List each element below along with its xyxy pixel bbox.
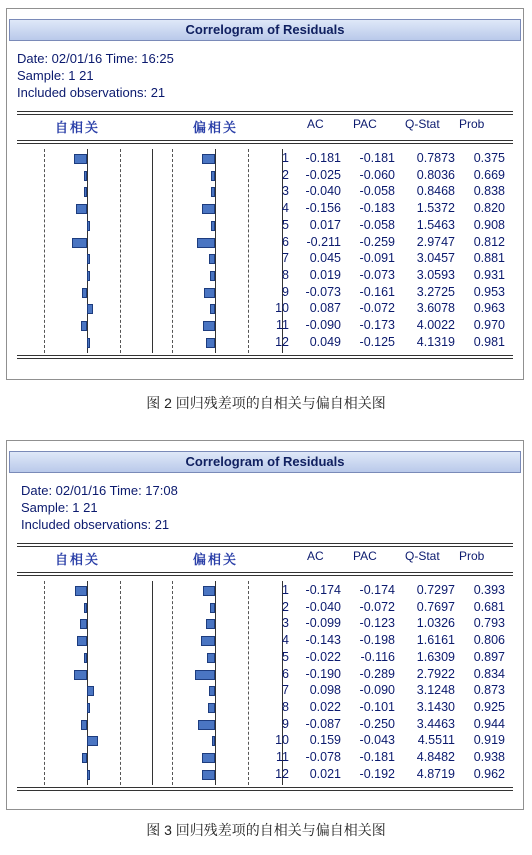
table-rule	[17, 575, 513, 576]
prob-value: 0.925	[473, 699, 505, 714]
ac-bar	[87, 338, 90, 348]
pac-confidence-bound	[172, 149, 173, 353]
pac-bar	[203, 321, 215, 331]
pac-value: -0.058	[359, 217, 395, 232]
pac-bar	[202, 753, 215, 763]
ac-bar	[84, 187, 87, 197]
pac-value: -0.072	[359, 301, 395, 316]
correlogram-panel	[6, 8, 524, 380]
pac-zero-axis	[215, 581, 216, 785]
lag-value: 4	[282, 201, 289, 216]
pac-value: -0.123	[359, 616, 395, 631]
qstat-value: 4.8482	[416, 750, 455, 764]
sample-line: Sample: 1 21	[17, 68, 94, 83]
prob-value: 0.962	[473, 766, 505, 781]
qstat-value: 2.9747	[416, 234, 455, 249]
column-separator	[152, 149, 153, 353]
lag-value: 8	[282, 267, 289, 282]
lag-value: 10	[275, 301, 289, 316]
table-bottom-rule	[17, 358, 513, 359]
lag-value: 6	[282, 234, 289, 249]
lag-value: 1	[282, 151, 289, 165]
prob-value: 0.938	[473, 750, 505, 764]
ac-value: 0.045	[309, 251, 341, 266]
date-time-line: Date: 02/01/16 Time: 17:08	[21, 483, 178, 498]
ac-confidence-bound	[120, 581, 121, 785]
pac-value: -0.192	[359, 766, 395, 781]
pac-bar	[211, 171, 215, 181]
ac-value: -0.143	[305, 633, 341, 648]
ac-bar	[82, 753, 87, 763]
pac-header: PAC	[353, 549, 377, 563]
pac-bar	[206, 338, 215, 348]
prob-value: 0.669	[473, 167, 505, 182]
qstat-value: 3.6078	[416, 301, 455, 316]
ac-bar	[87, 254, 90, 264]
ac-bar	[81, 720, 87, 730]
date-time-line: Date: 02/01/16 Time: 16:25	[17, 51, 174, 66]
qstat-value: 1.0326	[416, 616, 455, 631]
pac-bar	[195, 670, 215, 680]
ac-header: AC	[307, 117, 324, 131]
lag-value: 2	[282, 599, 289, 614]
header-rule	[17, 543, 513, 544]
ac-value: -0.040	[305, 184, 341, 199]
pac-bar	[209, 254, 215, 264]
prob-value: 0.981	[473, 334, 505, 349]
lag-value: 7	[282, 683, 289, 698]
lag-value: 9	[282, 284, 289, 299]
prob-value: 0.681	[473, 599, 505, 614]
pac-bar	[201, 636, 215, 646]
ac-bar	[77, 636, 87, 646]
ac-value: -0.087	[305, 716, 341, 731]
pac-confidence-bound	[248, 581, 249, 785]
pac-bar	[209, 686, 215, 696]
prob-value: 0.931	[473, 267, 505, 282]
prob-value: 0.812	[473, 234, 505, 249]
ac-value: -0.078	[305, 750, 341, 764]
pac-value: -0.181	[359, 750, 395, 764]
pac-value: -0.116	[360, 649, 395, 664]
pac-bar	[202, 770, 215, 780]
qstat-value: 3.0593	[416, 267, 455, 282]
lag-value: 5	[282, 649, 289, 664]
ac-bar	[84, 603, 87, 613]
prob-value: 0.793	[473, 616, 505, 631]
qstat-value: 4.1319	[416, 334, 455, 349]
ac-bar	[87, 304, 93, 314]
qstat-value: 2.7922	[416, 666, 455, 681]
pac-confidence-bound	[172, 581, 173, 785]
qstat-value: 4.0022	[416, 318, 455, 332]
pac-bar	[211, 221, 215, 231]
pac-bar	[204, 288, 215, 298]
ac-value: 0.022	[309, 699, 341, 714]
pac-value: -0.174	[359, 583, 395, 597]
panel-title: Correlogram of Residuals	[9, 451, 521, 473]
ac-bar	[80, 619, 87, 629]
ac-value: -0.190	[305, 666, 341, 681]
ac-bar	[74, 670, 87, 680]
pac-value: -0.058	[359, 184, 395, 199]
ac-zero-axis	[87, 581, 88, 785]
ac-value: 0.019	[309, 267, 341, 282]
table-rule	[17, 140, 513, 141]
prob-value: 0.838	[473, 184, 505, 199]
pac-value: -0.090	[359, 683, 395, 698]
lag-value: 7	[282, 251, 289, 266]
prob-value: 0.944	[473, 716, 505, 731]
ac-bar	[87, 686, 94, 696]
pac-value: -0.250	[359, 716, 395, 731]
table-bottom-rule	[17, 787, 513, 788]
pac-bar	[206, 619, 215, 629]
observations-line: Included observations: 21	[17, 85, 166, 100]
ac-value: 0.049	[309, 334, 341, 349]
ac-bar	[81, 321, 87, 331]
prob-value: 0.375	[473, 151, 505, 165]
qstat-value: 1.6309	[416, 649, 455, 664]
column-separator	[152, 581, 153, 785]
prob-value: 0.806	[473, 633, 505, 648]
qstat-value: 3.4463	[416, 716, 455, 731]
partial-correlation-header: 偏相关	[193, 120, 239, 135]
qstat-value: 4.8719	[416, 766, 455, 781]
ac-confidence-bound	[120, 149, 121, 353]
table-bottom-rule	[17, 790, 513, 791]
ac-confidence-bound	[44, 149, 45, 353]
pac-bar	[208, 703, 215, 713]
pac-bar	[207, 653, 215, 663]
lag-value: 11	[276, 318, 289, 332]
ac-bar	[75, 586, 87, 596]
figure-caption: 图 3 回归残差项的自相关与偏自相关图	[146, 822, 386, 838]
ac-value: 0.087	[309, 301, 341, 316]
qstat-value: 3.1248	[416, 683, 455, 698]
pac-zero-axis	[215, 149, 216, 353]
pac-bar	[202, 154, 215, 164]
prob-header: Prob	[459, 117, 485, 131]
sample-line: Sample: 1 21	[21, 500, 98, 515]
ac-bar	[87, 770, 90, 780]
figure-caption: 图 2 回归残差项的自相关与偏自相关图	[146, 395, 386, 411]
qstat-value: 3.2725	[416, 284, 455, 299]
partial-correlation-header: 偏相关	[193, 552, 239, 567]
pac-value: -0.060	[359, 167, 395, 182]
ac-value: -0.022	[305, 649, 341, 664]
pac-value: -0.125	[359, 334, 395, 349]
ac-bar	[87, 736, 98, 746]
ac-bar	[87, 271, 90, 281]
ac-confidence-bound	[44, 581, 45, 785]
ac-value: -0.025	[305, 167, 341, 182]
pac-value: -0.181	[359, 151, 395, 165]
ac-bar	[76, 204, 87, 214]
table-bottom-rule	[17, 355, 513, 356]
ac-value: -0.090	[305, 318, 341, 332]
correlogram-panel	[6, 440, 524, 810]
header-rule	[17, 546, 513, 547]
ac-value: -0.099	[305, 616, 341, 631]
lag-value: 5	[282, 217, 289, 232]
qstat-value: 0.8468	[416, 184, 455, 199]
prob-value: 0.820	[473, 201, 505, 216]
lag-value: 10	[275, 733, 289, 748]
ac-bar	[82, 288, 87, 298]
prob-header: Prob	[459, 549, 485, 563]
lag-value: 11	[276, 750, 289, 764]
prob-value: 0.393	[473, 583, 505, 597]
qstat-value: 1.5372	[416, 201, 455, 216]
qstat-value: 0.7873	[416, 151, 455, 165]
qstat-value: 0.7697	[416, 599, 455, 614]
lag-value: 2	[282, 167, 289, 182]
ac-bar	[87, 703, 90, 713]
prob-value: 0.953	[473, 284, 505, 299]
table-rule	[17, 143, 513, 144]
prob-value: 0.919	[473, 733, 505, 748]
observations-line: Included observations: 21	[21, 517, 170, 532]
ac-bar	[72, 238, 87, 248]
ac-value: 0.021	[309, 766, 341, 781]
pac-bar	[210, 271, 215, 281]
pac-value: -0.259	[359, 234, 395, 249]
ac-value: -0.174	[305, 583, 341, 597]
lag-value: 4	[282, 633, 289, 648]
prob-value: 0.908	[473, 217, 505, 232]
ac-bar	[74, 154, 87, 164]
header-rule	[17, 111, 513, 112]
pac-value: -0.043	[359, 733, 395, 748]
header-rule	[17, 114, 513, 115]
ac-value: 0.017	[309, 217, 341, 232]
qstat-value: 3.1430	[416, 699, 455, 714]
prob-value: 0.970	[473, 318, 505, 332]
pac-value: -0.173	[359, 318, 395, 332]
pac-value: -0.101	[359, 699, 395, 714]
lag-value: 8	[282, 699, 289, 714]
qstat-header: Q-Stat	[405, 117, 440, 131]
pac-bar	[198, 720, 216, 730]
pac-bar	[197, 238, 215, 248]
pac-value: -0.072	[359, 599, 395, 614]
lag-value: 3	[282, 184, 289, 199]
ac-value: -0.073	[305, 284, 341, 299]
ac-value: 0.098	[309, 683, 341, 698]
qstat-value: 0.8036	[416, 167, 455, 182]
pac-value: -0.198	[359, 633, 395, 648]
qstat-value: 3.0457	[416, 251, 455, 266]
ac-value: -0.040	[305, 599, 341, 614]
ac-value: -0.211	[306, 234, 341, 249]
lag-value: 6	[282, 666, 289, 681]
prob-value: 0.881	[473, 251, 505, 266]
pac-bar	[212, 736, 215, 746]
pac-bar	[202, 204, 215, 214]
qstat-value: 0.7297	[416, 583, 455, 597]
lag-value: 12	[275, 334, 289, 349]
pac-header: PAC	[353, 117, 377, 131]
autocorrelation-header: 自相关	[55, 120, 101, 135]
qstat-value: 1.5463	[416, 217, 455, 232]
pac-bar	[210, 603, 215, 613]
lag-value: 9	[282, 716, 289, 731]
lag-value: 3	[282, 616, 289, 631]
lag-value: 1	[282, 583, 289, 597]
pac-bar	[210, 304, 215, 314]
table-rule	[17, 572, 513, 573]
qstat-header: Q-Stat	[405, 549, 440, 563]
pac-value: -0.091	[359, 251, 395, 266]
ac-bar	[87, 221, 90, 231]
lag-value: 12	[275, 766, 289, 781]
panel-title: Correlogram of Residuals	[9, 19, 521, 41]
autocorrelation-header: 自相关	[55, 552, 101, 567]
qstat-value: 1.6161	[416, 633, 455, 648]
ac-value: 0.159	[309, 733, 341, 748]
prob-value: 0.834	[473, 666, 505, 681]
ac-bar	[84, 653, 87, 663]
prob-value: 0.897	[473, 649, 505, 664]
ac-value: -0.181	[305, 151, 341, 165]
pac-value: -0.289	[359, 666, 395, 681]
pac-bar	[211, 187, 215, 197]
pac-confidence-bound	[248, 149, 249, 353]
pac-value: -0.161	[359, 284, 395, 299]
ac-value: -0.156	[305, 201, 341, 216]
pac-value: -0.183	[359, 201, 395, 216]
pac-bar	[203, 586, 215, 596]
prob-value: 0.873	[473, 683, 505, 698]
ac-header: AC	[307, 549, 324, 563]
pac-value: -0.073	[359, 267, 395, 282]
ac-zero-axis	[87, 149, 88, 353]
qstat-value: 4.5511	[417, 733, 455, 748]
ac-bar	[84, 171, 87, 181]
prob-value: 0.963	[473, 301, 505, 316]
